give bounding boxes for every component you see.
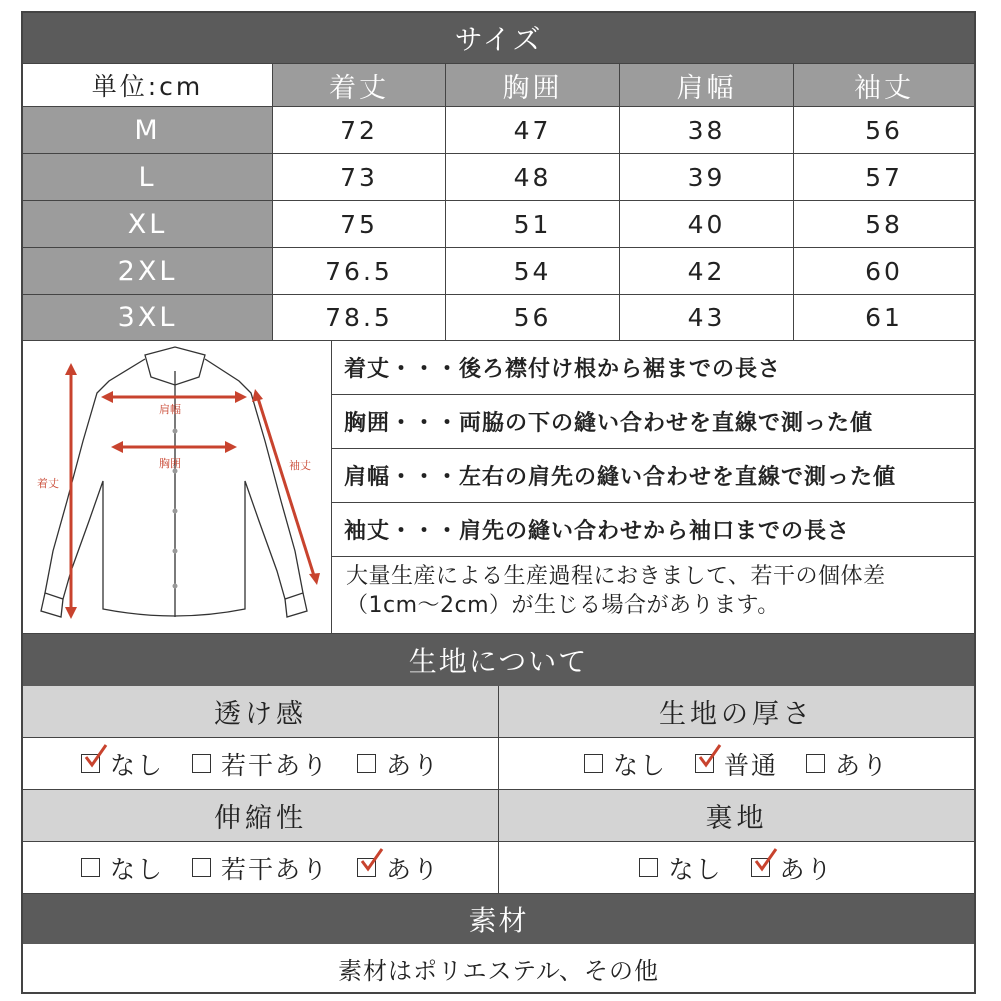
stretch-options [23,842,499,894]
size-value-cell: 75 [273,201,446,248]
desc-shoulder: 肩幅・・・左右の肩先の縫い合わせを直線で測った値 [332,449,974,503]
size-value-cell: 47 [446,107,620,154]
variance-note-line2: （1cm〜2cm）が生じる場合があります。 [346,593,780,618]
shirt-illustration [23,341,332,634]
fabric-option[interactable] [81,850,164,886]
fabric-option-label: なし [109,750,164,780]
size-value-cell: 76.5 [273,248,446,295]
column-header: 着丈 [273,64,446,107]
size-label: M [23,107,273,154]
fabric-option[interactable] [357,746,440,782]
checked-checkbox-icon[interactable] [751,858,770,877]
lining-label: 裏地 [499,790,974,842]
checkmark-icon [360,847,386,873]
size-label: 3XL [23,295,273,341]
fabric-option-label: なし [109,854,164,884]
checkmark-icon [84,743,110,769]
size-value-cell: 78.5 [273,295,446,341]
fabric-option[interactable] [81,746,164,782]
shirt-diagram [23,341,332,634]
size-value-cell: 54 [446,248,620,295]
fabric-option[interactable] [806,746,889,782]
fabric-option[interactable] [751,850,834,886]
size-value-cell: 72 [273,107,446,154]
checkmark-icon [754,847,780,873]
size-value-cell: 58 [794,201,974,248]
checkbox-icon[interactable] [806,754,825,773]
checkbox-icon[interactable] [192,858,211,877]
variance-note-line1: 大量生産による生産過程におきまして、若干の個体差 [346,564,886,589]
checkbox-icon[interactable] [584,754,603,773]
fabric-section-title: 生地について [23,634,974,686]
diagram-sleeve-label: 袖丈 [289,459,311,472]
stretch-label: 伸縮性 [23,790,499,842]
fabric-option-label: 若干あり [220,750,329,780]
column-header: 袖丈 [794,64,974,107]
size-value-cell: 57 [794,154,974,201]
fabric-option-label: あり [835,750,890,780]
size-table [23,63,974,341]
variance-note [332,560,974,634]
fabric-option-label: あり [386,750,441,780]
transparency-label: 透け感 [23,686,499,738]
fabric-option[interactable] [584,746,667,782]
size-value-cell: 73 [273,154,446,201]
checked-checkbox-icon[interactable] [81,754,100,773]
checkmark-icon [698,743,724,769]
size-label: L [23,154,273,201]
size-value-cell: 40 [620,201,794,248]
checked-checkbox-icon[interactable] [695,754,714,773]
size-value-cell: 51 [446,201,620,248]
fabric-option[interactable] [695,746,778,782]
diagram-length-label: 着丈 [37,477,59,490]
desc-chest: 胸囲・・・両脇の下の縫い合わせを直線で測った値 [332,395,974,449]
size-value-cell: 56 [794,107,974,154]
transparency-options [23,738,499,790]
size-value-cell: 38 [620,107,794,154]
material-section-title: 素材 [23,894,974,944]
fabric-option-label: 若干あり [220,854,329,884]
checkbox-icon[interactable] [81,858,100,877]
fabric-option[interactable] [192,746,329,782]
thickness-options [499,738,974,790]
lining-options [499,842,974,894]
fabric-option-label: なし [612,750,667,780]
diagram-shoulder-label: 肩幅 [159,403,181,416]
size-value-cell: 42 [620,248,794,295]
fabric-option-label: あり [386,854,441,884]
checkbox-icon[interactable] [357,754,376,773]
thickness-label: 生地の厚さ [499,686,974,738]
size-label: 2XL [23,248,273,295]
size-value-cell: 56 [446,295,620,341]
fabric-option[interactable] [192,850,329,886]
fabric-option[interactable] [357,850,440,886]
size-label: XL [23,201,273,248]
fabric-option-label: あり [779,854,834,884]
size-section-title: サイズ [23,13,974,63]
fabric-option-label: 普通 [723,750,778,780]
desc-sleeve: 袖丈・・・肩先の縫い合わせから袖口までの長さ [332,503,974,557]
fabric-option[interactable] [639,850,722,886]
size-value-cell: 39 [620,154,794,201]
column-header: 肩幅 [620,64,794,107]
checkbox-icon[interactable] [192,754,211,773]
size-value-cell: 61 [794,295,974,341]
size-value-cell: 48 [446,154,620,201]
checked-checkbox-icon[interactable] [357,858,376,877]
size-value-cell: 60 [794,248,974,295]
fabric-option-label: なし [668,854,723,884]
desc-length: 着丈・・・後ろ襟付け根から裾までの長さ [332,341,974,395]
size-value-cell: 43 [620,295,794,341]
checkbox-icon[interactable] [639,858,658,877]
column-header: 胸囲 [446,64,620,107]
diagram-chest-label: 胸囲 [159,457,181,470]
unit-label: 単位:cm [23,64,273,107]
material-text: 素材はポリエステル、その他 [338,956,659,985]
